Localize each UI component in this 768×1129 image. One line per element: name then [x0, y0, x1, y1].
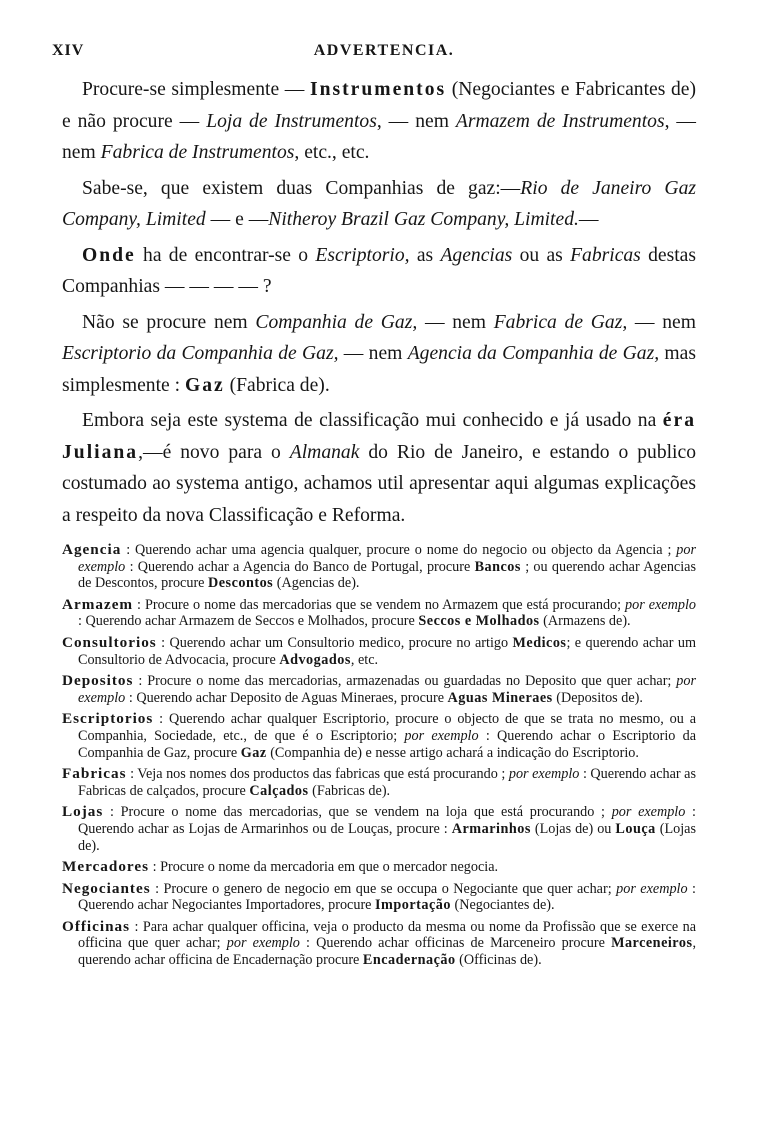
p4-escriptorio: Escriptorio da Companhia de Gaz,	[62, 343, 339, 364]
p1-text: , — nem	[376, 110, 456, 132]
entry-keyword: Bancos	[474, 558, 521, 575]
entry-text: : Procure o nome das mercadorias, armazenadas ou guardadas no Deposito que quer achar;	[133, 673, 677, 690]
entry-text: : Para achar qualquer officina, veja o producto da mesma ou nome da Profissão que se exerce na officina que quer achar;	[78, 918, 696, 952]
entry-text: (Companhia de) e nesse artigo achará a indicação do Escriptorio.	[266, 744, 639, 761]
entry-heading: Lojas	[62, 803, 104, 821]
p4-text: Não se procure nem	[82, 311, 256, 333]
p1-loja: Loja de Instrumentos	[206, 110, 377, 132]
entry-text: por exemplo	[508, 766, 580, 783]
entry-keyword: Encadernação	[362, 952, 456, 969]
p3-text: ha de encontrar-se o	[135, 244, 316, 266]
entry-text: (Lojas de) ou	[530, 820, 616, 837]
entry-heading: Escriptorios	[62, 710, 154, 728]
p3-text: ou as	[512, 244, 571, 266]
entry-item	[62, 635, 696, 668]
entry-text: por exemplo	[625, 596, 696, 613]
entry-heading: Fabricas	[62, 765, 127, 783]
p2-text: Sabe-se, que existem duas Companhias de gaz:—	[82, 177, 521, 199]
entry-text: , querendo achar officina de Encadernação procure	[78, 935, 697, 969]
p1-text: Procure-se simplesmente —	[82, 79, 310, 100]
entry-heading: Officinas	[62, 917, 131, 935]
entry-text: por exemplo	[226, 935, 300, 952]
intro-paragraph-5	[62, 405, 696, 531]
entry-text: por exemplo	[78, 542, 696, 575]
p4-gaz: Gaz	[185, 374, 225, 396]
entry-text: : Procure o nome da mercadoria em que o mercador negocia.	[149, 859, 499, 876]
entry-text: : Querendo achar officinas de Marceneiro procure	[299, 935, 612, 952]
p5-text: ,—é novo para o	[138, 441, 290, 463]
entry-heading: Negociantes	[62, 879, 151, 897]
p4-text: — nem	[627, 311, 696, 333]
entry-text: : Querendo achar as Fabricas de calçados, procure	[78, 766, 696, 799]
p3-text: as	[409, 244, 441, 266]
entry-item	[62, 804, 696, 854]
p4-text: mas simplesmente :	[62, 343, 696, 396]
entry-keyword: Marceneiros	[611, 935, 693, 952]
p1-text: , etc., etc.	[294, 142, 370, 163]
entry-text: (Depositos de).	[552, 689, 643, 706]
entry-keyword: Armarinhos	[451, 820, 531, 837]
entry-keyword: Importação	[375, 897, 451, 914]
entry-text: (Agencias de).	[273, 575, 360, 592]
entry-text: : Querendo achar qualquer Escriptorio, procure o objecto de que se trata no mesmo, ou a Companhia, Sociedade, etc., de que é o Escriptorio;	[78, 711, 696, 744]
entry-text: : Querendo achar as Lojas de Armarinhos ou de Louças, procure :	[78, 804, 696, 837]
entry-text: : Querendo achar Negociantes Importadores, procure	[78, 880, 696, 914]
p4-text: — nem	[338, 343, 408, 364]
intro-paragraph-4	[62, 307, 696, 402]
entry-item	[62, 711, 696, 761]
entry-keyword: Medicos	[512, 634, 567, 651]
entry-text: por exemplo	[78, 673, 696, 706]
p1-armazem: Armazem de Instrumentos	[455, 110, 665, 132]
p1-text: (Negociantes e Fabricantes de) e não procure —	[62, 79, 696, 132]
p4-text: — nem	[417, 311, 494, 333]
p5-almanak: Almanak	[289, 441, 360, 463]
p5-era-juliana: éra Juliana	[62, 410, 696, 463]
entry-heading: Depositos	[62, 672, 134, 690]
page-title: ADVERTENCIA.	[313, 42, 455, 59]
entry-text: (Officinas de).	[455, 952, 542, 969]
entry-text: : Veja nos nomes dos productos das fabricas que está procurando ;	[126, 766, 509, 783]
entry-text: : Querendo achar a Agencia do Banco de Portugal, procure	[125, 558, 475, 575]
entry-heading: Mercadores	[62, 858, 150, 876]
p5-text: do Rio de Janeiro, e estando o publico costumado ao systema antigo, achamos util apresentar aqui algumas explicações a respeito da nova Classificação e Reforma.	[62, 441, 696, 526]
entry-text: : Querendo achar o Escriptorio da Companhia de Gaz, procure	[78, 727, 697, 761]
p2-rio-company: Rio de Janeiro Gaz Company, Limited	[62, 177, 696, 230]
entry-text: (Lojas de).	[78, 820, 696, 854]
entry-heading: Agencia	[62, 541, 122, 558]
entry-text: : Querendo achar Armazem de Seccos e Molhados, procure	[78, 613, 419, 630]
p1-fabrica: Fabrica de Instrumentos	[100, 142, 295, 163]
p2-text: —	[578, 209, 599, 230]
entry-item	[62, 673, 696, 706]
entry-text: : Procure o nome das mercadorias, que se vendem na loja que está procurando ;	[103, 804, 612, 821]
p3-agencias: Agencias	[440, 244, 513, 266]
p4-agencia: Agencia da Companhia de Gaz,	[407, 343, 660, 364]
entry-keyword: Calçados	[249, 782, 309, 799]
page-header	[0, 42, 768, 66]
entry-text: : Querendo achar Deposito de Aguas Mineraes, procure	[125, 689, 448, 706]
intro-paragraph-1	[62, 74, 696, 169]
entry-text: (Negociantes de).	[450, 897, 555, 914]
entry-text: ; e querendo achar um Consultorio de Advocacia, procure	[78, 634, 696, 668]
entry-keyword: Seccos e Molhados	[418, 613, 540, 630]
entry-text: ; ou querendo achar Agencias de Descontos, procure	[78, 558, 696, 592]
p3-escriptorio: Escriptorio,	[315, 244, 410, 266]
entry-keyword: Descontos	[208, 575, 274, 592]
entry-item	[62, 597, 696, 630]
entry-text: (Armazens de).	[539, 613, 631, 630]
p3-text: destas Companhias — — — — ?	[62, 244, 696, 297]
entry-text: : Querendo achar uma agencia qualquer, procure o nome do negocio ou objecto da Agencia ;	[121, 542, 677, 558]
entry-item	[62, 859, 696, 876]
entry-item	[62, 766, 696, 799]
intro-text	[62, 74, 696, 531]
entry-text: , etc.	[350, 651, 379, 668]
p1-text: , — nem	[62, 110, 697, 163]
intro-paragraph-3	[62, 240, 696, 303]
p2-nitheroy-company: Nitheroy Brazil Gaz Company, Limited.	[268, 209, 579, 230]
entry-text: por exemplo	[616, 880, 688, 897]
entry-item	[62, 881, 696, 914]
intro-paragraph-2	[62, 173, 696, 236]
entry-heading: Consultorios	[62, 633, 157, 651]
p4-text: (Fabrica de).	[224, 374, 330, 396]
entry-text: por exemplo	[611, 804, 686, 821]
entry-text: (Fabricas de).	[308, 782, 391, 799]
entry-item	[62, 919, 696, 969]
p1-instrumentos: Instrumentos	[309, 79, 447, 100]
entry-text: : Procure o nome das mercadorias que se vendem no Armazem que está procurando;	[133, 596, 626, 613]
p4-companhia: Companhia de Gaz,	[255, 311, 418, 333]
entry-text: : Querendo achar um Consultorio medico, procure no artigo	[156, 634, 513, 651]
page-number: XIV	[52, 42, 85, 59]
entry-keyword: Aguas Mineraes	[447, 689, 553, 706]
p4-fabrica: Fabrica de Gaz,	[493, 311, 628, 333]
entry-keyword: Advogados	[279, 651, 351, 668]
p3-onde: Onde	[82, 244, 136, 266]
entry-keyword: Louça	[615, 820, 656, 837]
entry-keyword: Gaz	[240, 744, 267, 761]
p5-text: Embora seja este systema de classificação mui conhecido e já usado na	[82, 410, 663, 431]
entry-text: : Procure o genero de negocio em que se occupa o Negociante que quer achar;	[150, 880, 617, 897]
classification-entries	[62, 542, 696, 974]
p2-text: — e —	[205, 209, 269, 230]
p3-fabricas: Fabricas	[570, 244, 641, 266]
entry-text: por exemplo	[404, 727, 479, 744]
entry-heading: Armazem	[62, 595, 134, 613]
entry-item	[62, 542, 696, 592]
